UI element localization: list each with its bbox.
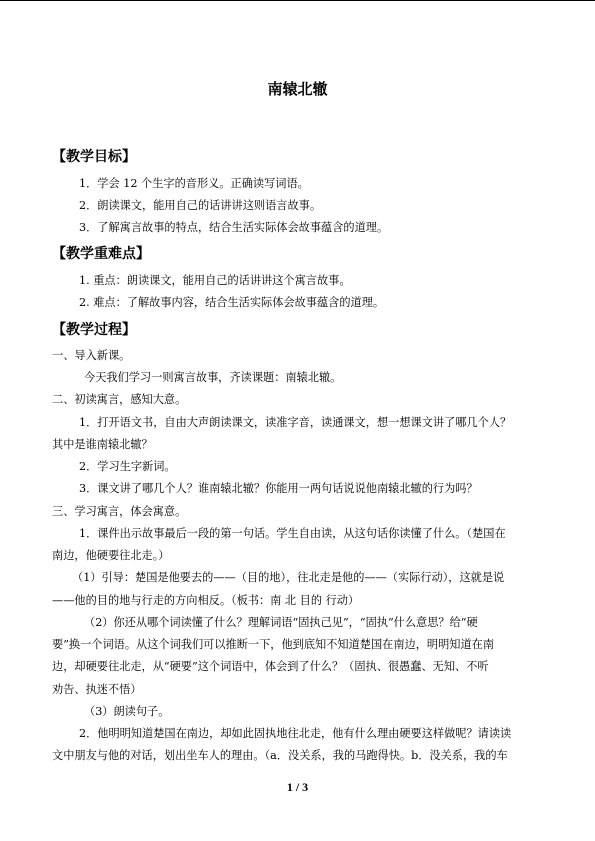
process-line: 1．打开语文书，自由大声朗读课文，读准字音，读通课文，想一想课文讲了哪几个人？ bbox=[79, 416, 512, 429]
keypoint-item: 2. 难点：了解故事内容，结合生活实际体会故事蕴含的道理。 bbox=[79, 296, 385, 309]
process-line: 2．学习生字新词。 bbox=[79, 460, 176, 473]
process-line: 一、导入新课。 bbox=[52, 349, 131, 362]
process-line: 文中朋友与他的对话，划出坐车人的理由。（a．没关系，我的马跑得快。b．没关系，我的车 bbox=[52, 749, 508, 762]
process-line: 今天我们学习一则寓言故事，齐读课题：南辕北辙。 bbox=[84, 371, 342, 384]
page-number: 1 / 3 bbox=[286, 780, 309, 794]
page-title: 南辕北辙 bbox=[267, 80, 328, 98]
process-line: 要”换一个词语。从这个词我们可以推断一下，他到底知不知道楚国在南边，明明知道在南 bbox=[52, 638, 495, 651]
goal-item: 3．了解寓言故事的特点，结合生活实际体会故事蕴含的道理。 bbox=[79, 221, 389, 234]
goal-item: 1．学会 12 个生字的音形义。正确读写词语。 bbox=[79, 177, 309, 190]
process-line: 边，却硬要往北走，从“硬要”这个词语中，体会到了什么？（固执、很愚蠢、无知、不听 bbox=[52, 660, 489, 673]
process-line: （3）朗读句子。 bbox=[84, 705, 170, 718]
process-line: 二、初读寓言，感知大意。 bbox=[52, 393, 187, 406]
top-rule bbox=[0, 0, 595, 1]
keypoint-item: 1. 重点：朗读课文，能用自己的话讲讲这个寓言故事。 bbox=[79, 274, 351, 287]
section-heading-process: 【教学过程】 bbox=[52, 322, 136, 338]
process-line: 3．课文讲了哪几个人？谁南辕北辙？你能用一两句话说说他南辕北辙的行为吗？ bbox=[79, 482, 478, 495]
process-line: 其中是谁南辕北辙？ bbox=[52, 438, 153, 451]
process-line: ——他的目的地与行走的方向相反。（板书：南 北 目的 行动） bbox=[52, 594, 360, 607]
process-line: 1．课件出示故事最后一段的第一句话。学生自由读，从这句话你读懂了什么。（楚国在 bbox=[79, 527, 506, 540]
section-heading-goals: 【教学目标】 bbox=[52, 149, 136, 165]
process-line: （1）引导：楚国是他要去的——（目的地），往北走是他的——（实际行动），这就是说 bbox=[72, 571, 505, 584]
process-line: 劝告、执迷不悟） bbox=[52, 683, 142, 696]
process-line: 南边，他硬要往北走。） bbox=[52, 549, 170, 562]
goal-item: 2．朗读课文，能用自己的话讲讲这则语言故事。 bbox=[79, 199, 322, 212]
process-line: 三、学习寓言，体会寓意。 bbox=[52, 505, 187, 518]
section-heading-keypoints: 【教学重难点】 bbox=[52, 246, 150, 262]
process-line: 2．他明明知道楚国在南边，却如此固执地往北走，他有什么理由硬要这样做呢？请读读 bbox=[79, 727, 512, 740]
process-line: （2）你还从哪个词读懂了什么？理解词语“固执己见”，“固执”什么意思？给“硬 bbox=[84, 616, 478, 629]
